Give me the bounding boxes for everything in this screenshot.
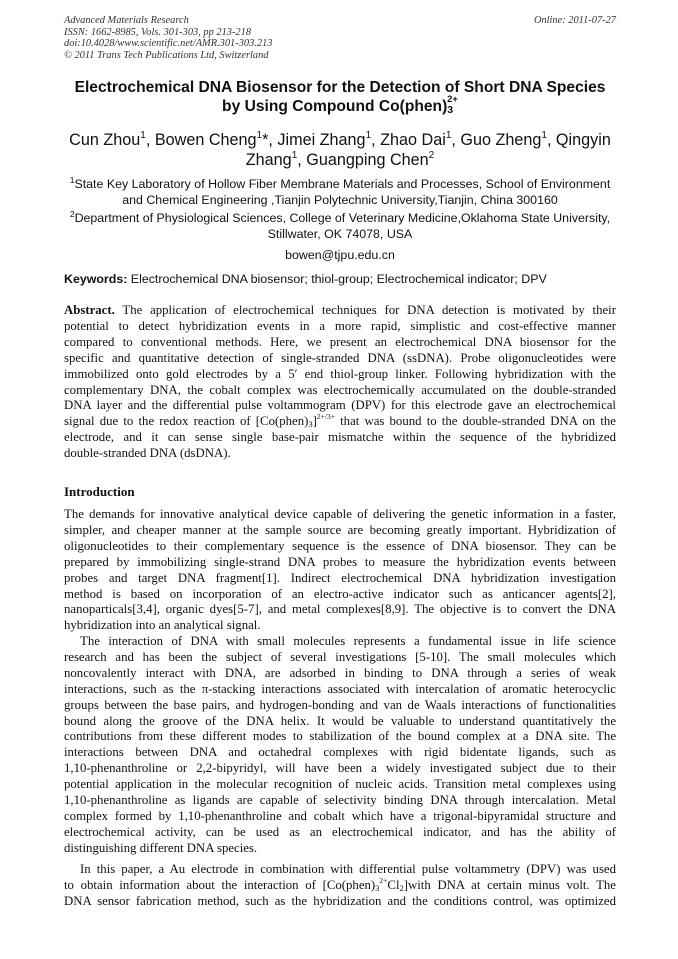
affiliation-text: State Key Laboratory of Hollow Fiber Membrane Materials and Processes, School of Environment (74, 177, 611, 191)
abstract-line: electrode, and it can sense single base-pair mismatche within the sequence of the hybridized (64, 430, 616, 445)
abstract-line: double-stranded DNA (dsDNA). (64, 446, 231, 461)
text-line: method is based on incorporation of an electro-active indicator such as anticancer agents[2], (64, 586, 616, 601)
section-heading-introduction: Introduction (64, 484, 135, 499)
title-line-2: by Using Compound Co(phen) (222, 97, 448, 115)
text-line: 1,10-phenanthroline or 2,2-bipyridyl, will have been a widely investigated subject due to their (64, 761, 616, 776)
text-line: DNA sensor fabrication method, such as the hybridization and the conditions control, was optimized (64, 893, 616, 908)
text-line: contributions from these different modes to stabilization of the bound complex at a DNA site. The (64, 729, 616, 744)
affiliation-text: and Chemical Engineering ,Tianjin Polytechnic University,Tianjin, China 300160 (122, 193, 558, 208)
author-name: , Bowen Cheng (145, 131, 257, 149)
text-line: The interaction of DNA with small molecules represents a fundamental issue in life science (80, 634, 616, 648)
abstract-line: compared to conventional methods. Here, we present an electrochemical DNA biosensor for the (64, 334, 616, 349)
text-line: distinguishing different DNA species. (64, 840, 258, 855)
keywords-text: Electrochemical DNA biosensor; thiol-group; Electrochemical indicator; DPV (127, 272, 547, 286)
text-line: complex formed by 1,10-phenanthroline and cobalt which have a trigonal-bipyramidal structure and (64, 808, 616, 823)
journal-issn: ISSN: 1662-8985, Vols. 301-303, pp 213-218 (64, 26, 252, 38)
text-line: In this paper, a Au electrode in combination with differential pulse voltammetry (DPV) was used (80, 862, 616, 876)
intro-paragraph-2 (64, 634, 616, 857)
text-line: interactions, such as the π-stacking interactions associated with intercalation of aromatic heterocyclic (64, 681, 616, 696)
author-affiliation-mark: 2 (428, 150, 435, 161)
journal-copyright: © 2011 Trans Tech Publications Ltd, Switzerland (64, 49, 269, 61)
text-line: prepared by immobilizing single-strand DNA probes to measure the hybridization events between (64, 554, 616, 569)
abstract-line: DNA layer and the differential pulse voltammogram (DPV) for this electrode gave an electrochemical (64, 398, 616, 413)
corresponding-email[interactable]: bowen@tjpu.edu.cn (285, 248, 395, 262)
author-list (52, 130, 628, 170)
abstract-line: signal due to the redox reaction of $[Co(phen)_3]^{2+/3+}$ that was bound to the double-stranded DNA on the (64, 412, 616, 430)
title-line-1: Electrochemical DNA Biosensor for the Detection of Short DNA Species (74, 79, 606, 96)
paper-title (52, 79, 628, 116)
online-date: Online: 2011-07-27 (533, 15, 616, 26)
text-line: interactions between DNA and octahedral complexes with rigid bidentate ligands, such as (64, 745, 616, 760)
text-line: bound along the groove of the DNA helix. It would be valuable to understand quantitatively the (64, 713, 616, 728)
author-affiliation-mark: 1 (445, 130, 452, 141)
abstract-line: specific and quantitative detection of single-stranded DNA (ssDNA). Probe oligonucleotides were (64, 350, 616, 365)
intro-paragraph-3 (64, 862, 616, 910)
author-name: Cun Zhou (69, 131, 141, 149)
text-line: nanoparticals[3,4], organic dyes[5-7], and metal complexes[8,9]. The objective is to convert the DNA (64, 602, 616, 617)
abstract-label: Abstract. (64, 303, 115, 317)
abstract-line: immobilized onto gold electrodes by a 5′ end thiol-group linker. Following hybridization with the (64, 366, 616, 381)
text-line: groups between the base pairs, and hydrogen-bonding and van de Waals interactions of functionalities (64, 697, 616, 712)
abstract-line: potential to detect hybridization events in a more rapid, simplistic and cost-effective manner (64, 318, 616, 333)
affiliation-text: Stillwater, OK 74078, USA (267, 227, 413, 242)
affiliation-1 (64, 176, 616, 208)
author-affiliation-mark: 1 (541, 130, 547, 141)
abstract (64, 303, 616, 462)
text-line: simpler, and cheaper manner at the sample source are becoming greatly important. Hybridization of (64, 522, 616, 537)
text-line: electrochemical activity, can be used as an electrochemical indicator, and has the ability of (64, 824, 616, 839)
intro-paragraph-1 (64, 507, 616, 634)
affiliation-mark: 2 (69, 209, 75, 219)
abstract-line: complementary DNA, the cobalt complex was electrochemically accumulated on the double-stranded (64, 382, 616, 397)
text-line: oligonucleotides to their complementary sequence is the essence of DNA biosensor. They can be (64, 538, 616, 553)
text-line: hybridization into an analytical signal. (64, 618, 261, 633)
journal-doi[interactable]: doi:10.4028/www.scientific.net/AMR.301-303.213 (64, 38, 273, 50)
author-name: , Qingyin (546, 131, 611, 149)
text-line: noncovalently interact with DNA, are adsorbed in binding to DNA through a series of weak (64, 665, 616, 680)
text-line: to obtain information about the interaction of $[Co(phen)_3^{2+}Cl_2]with$ DNA at certain minus volt. The (64, 875, 616, 893)
affiliation-mark: 1 (69, 175, 75, 185)
author-name: , Guangping Chen (297, 151, 429, 169)
title-subscript: 3 (447, 103, 454, 116)
author-affiliation-mark: 1 (365, 130, 372, 141)
author-name: , Zhao Dai (371, 131, 446, 149)
journal-name: Advanced Materials Research (64, 15, 189, 26)
affiliation-2 (64, 210, 616, 242)
abstract-line: Abstract. The application of electrochemical techniques for DNA detection is motivated by their (64, 303, 616, 317)
author-affiliation-mark: 1 (291, 150, 298, 161)
author-affiliation-mark: 1 (140, 130, 146, 141)
text-line: potential application in the molecular recognition of nucleic acids. Transition metal complexes using (64, 777, 616, 792)
keywords (64, 272, 616, 287)
author-affiliation-mark: 1 (256, 130, 263, 141)
text-line: 1,10-phenanthroline as ligands are capable of selectivity binding DNA through intercalation. Metal (64, 793, 616, 808)
author-name: , Guo Zheng (451, 131, 542, 149)
author-name: *, Jimei Zhang (262, 131, 366, 149)
affiliation-text: Department of Physiological Sciences, College of Veterinary Medicine,Oklahoma State University, (74, 211, 611, 225)
text-line: The demands for innovative analytical device capable of delivering the genetic information in a faster, (64, 507, 616, 521)
journal-header (64, 15, 616, 61)
keywords-label: Keywords: (64, 272, 128, 286)
text-line: research and has been the subject of several investigations [5-10]. The small molecules which (64, 649, 616, 664)
author-name: Zhang (245, 151, 292, 169)
title-superscript: 2+ (447, 93, 458, 105)
text-line: probes and target DNA fragment[1]. Indirect electrochemical DNA hybridization investigation (64, 570, 616, 585)
